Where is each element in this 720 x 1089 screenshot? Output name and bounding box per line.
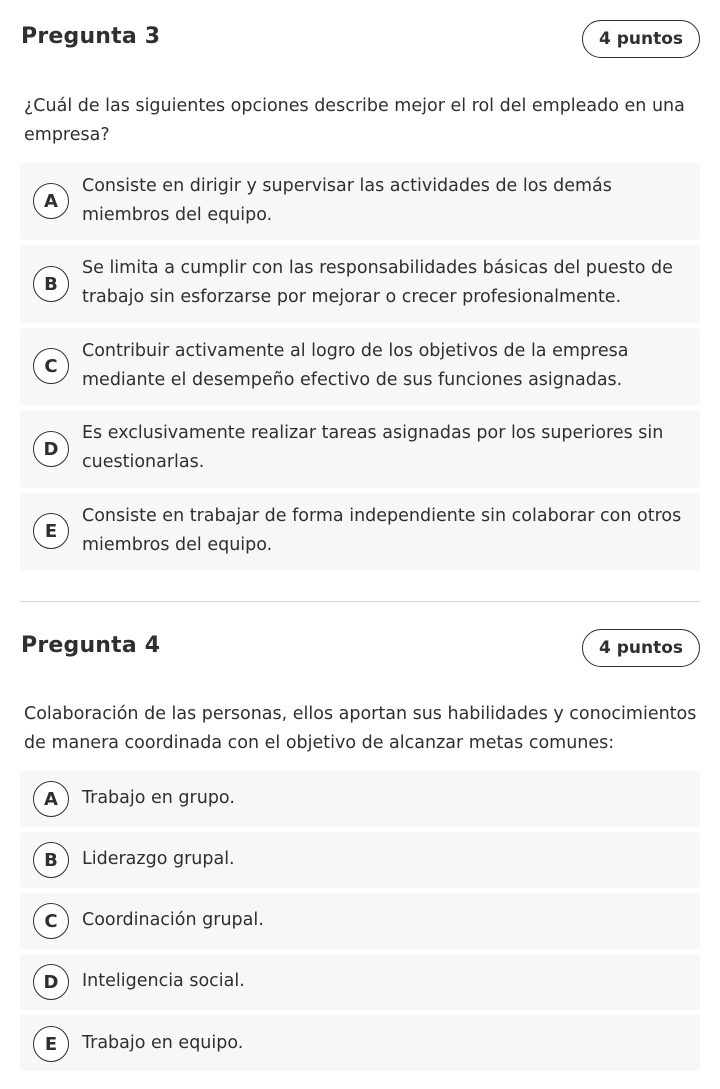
question-title: Pregunta 3 — [21, 24, 161, 49]
question-title: Pregunta 4 — [21, 633, 161, 658]
option-letter: B — [33, 842, 69, 878]
divider — [20, 601, 700, 602]
question-header — [0, 20, 720, 60]
option-text: Trabajo en equipo. — [82, 1033, 244, 1053]
option-text: Consiste en trabajar de forma independiente sin colaborar con otros miembros del equipo. — [82, 506, 682, 555]
option-letter: B — [33, 266, 69, 302]
option-e[interactable] — [20, 1015, 700, 1071]
option-c[interactable] — [20, 893, 700, 949]
option-letter: D — [33, 964, 69, 1000]
option-text: Es exclusivamente realizar tareas asignadas por los superiores sin cuestionarlas. — [82, 423, 664, 472]
option-letter: E — [33, 1026, 69, 1062]
question-header — [0, 629, 720, 669]
points-badge: 4 puntos — [582, 629, 700, 667]
option-text: Consiste en dirigir y supervisar las actividades de los demás miembros del equipo. — [82, 176, 612, 225]
option-letter: D — [33, 431, 69, 467]
option-text: Liderazgo grupal. — [82, 849, 235, 869]
option-letter: C — [33, 348, 69, 384]
option-letter: A — [33, 183, 69, 219]
option-d[interactable] — [20, 410, 700, 488]
option-text: Trabajo en grupo. — [82, 788, 235, 808]
option-letter: E — [33, 513, 69, 549]
option-text: Se limita a cumplir con las responsabilidades básicas del puesto de trabajo sin esforzarse por mejorar o crecer profesionalmente. — [82, 258, 673, 307]
option-d[interactable] — [20, 954, 700, 1010]
option-text: Contribuir activamente al logro de los objetivos de la empresa mediante el desempeño efectivo de sus funciones asignadas. — [82, 341, 629, 390]
option-e[interactable] — [20, 493, 700, 570]
option-b[interactable] — [20, 245, 700, 323]
option-letter: A — [33, 781, 69, 817]
option-a[interactable] — [20, 771, 700, 827]
option-c[interactable] — [20, 328, 700, 405]
points-badge: 4 puntos — [582, 20, 700, 58]
option-b[interactable] — [20, 832, 700, 888]
option-text: Inteligencia social. — [82, 971, 245, 991]
question-text: Colaboración de las personas, ellos aportan sus habilidades y conocimientos de manera coordinada con el objetivo de alcanzar metas comunes: — [24, 704, 697, 753]
option-a[interactable] — [20, 163, 700, 240]
question-text: ¿Cuál de las siguientes opciones describe mejor el rol del empleado en una empresa? — [24, 96, 685, 145]
option-text: Coordinación grupal. — [82, 910, 264, 930]
option-letter: C — [33, 903, 69, 939]
